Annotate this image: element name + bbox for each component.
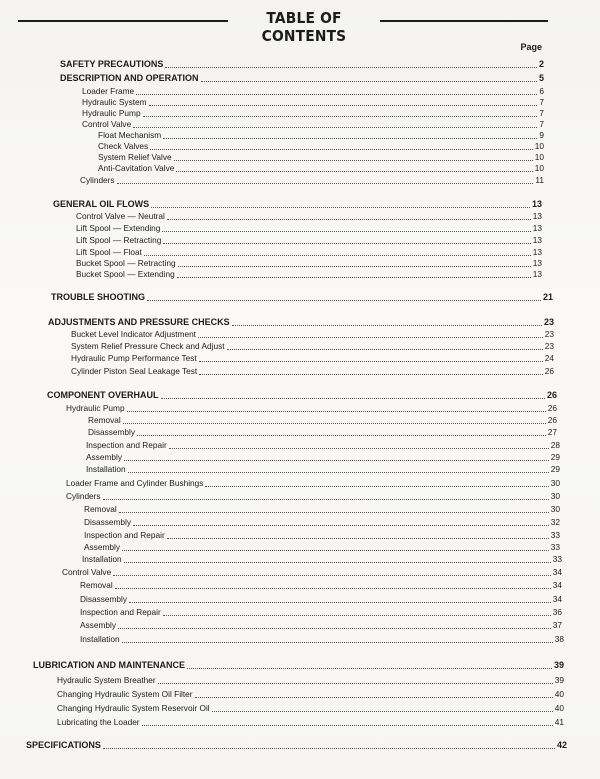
toc-entry-page: 26 [546,390,557,400]
toc-entry [76,269,542,280]
toc-section [47,390,557,401]
toc-entry-page: 34 [552,594,562,604]
dot-leader [117,182,534,184]
toc-entry-label: LUBRICATION AND MAINTENANCE [33,660,185,670]
toc-entry-page: 33 [552,554,562,564]
toc-entry [86,464,560,475]
toc-section [51,292,553,303]
toc-entry-page: 40 [554,703,564,713]
dot-leader [205,485,548,487]
toc-entry-page: 40 [554,689,564,699]
toc-entry-page: 36 [552,607,562,617]
toc-entry [62,567,562,578]
toc-entry-page: 26 [544,366,554,376]
toc-entry-page: 13 [532,258,542,268]
toc-section [26,740,567,751]
dot-leader [119,511,549,513]
toc-entry-label: Bucket Spool — Extending [76,269,175,279]
toc-entry [76,235,542,246]
toc-entry [80,580,562,591]
toc-entry-label: Anti-Cavitation Valve [98,163,175,173]
dot-leader [195,696,553,698]
dot-leader [133,524,549,526]
toc-entry-label: Bucket Spool — Retracting [76,258,176,268]
toc-entry-label: Hydraulic System Breather [57,675,156,685]
toc-entry-page: 23 [543,317,554,327]
toc-entry [82,86,544,97]
toc-entry-page: 11 [535,175,544,185]
toc-entry-label: COMPONENT OVERHAUL [47,390,159,400]
toc-entry [71,341,554,352]
toc-entry-page: 42 [556,740,567,750]
dot-leader [142,724,553,726]
toc-entry-label: TROUBLE SHOOTING [51,292,145,302]
toc-entry-page: 29 [550,452,560,462]
dot-leader [147,299,541,301]
toc-entry-page: 9 [539,130,544,140]
dot-leader [115,587,551,589]
toc-entry [66,478,560,489]
toc-section [48,317,554,328]
toc-entry-label: Installation [80,634,120,644]
toc-entry-label: ADJUSTMENTS AND PRESSURE CHECKS [48,317,230,327]
toc-entry-label: Loader Frame [82,86,135,96]
page-column-header: Page [520,42,542,52]
dot-leader [136,93,537,95]
dot-leader [199,373,543,375]
toc-entry [98,152,544,163]
toc-entry-page: 29 [550,464,560,474]
dot-leader [158,682,553,684]
toc-entry-page: 13 [532,235,542,245]
dot-leader [198,336,543,338]
dot-leader [151,206,530,208]
toc-entry-page: 23 [544,329,554,339]
toc-entry [84,542,560,553]
dot-leader [129,601,551,603]
toc-entry-page: 6 [539,86,544,96]
dot-leader [178,265,531,267]
toc-entry-label: Removal [84,504,117,514]
toc-entry-label: Changing Hydraulic System Reservoir Oil [57,703,210,713]
toc-entry [80,634,564,645]
toc-entry-page: 10 [534,163,544,173]
toc-entry [57,675,564,686]
toc-entry-label: Disassembly [84,517,132,527]
page-title: TABLE OF CONTENTS [261,9,347,45]
toc-entry-label: Lubricating the Loader [57,717,140,727]
toc-entry [71,353,554,364]
toc-entry [57,689,564,700]
toc-entry [82,554,562,565]
toc-entry [57,717,564,728]
toc-entry-label: Hydraulic Pump Performance Test [71,353,197,363]
dot-leader [167,537,549,539]
dot-leader [177,276,531,278]
toc-entry-label: Float Mechanism [98,130,162,140]
toc-entry-page: 34 [552,567,562,577]
dot-leader [161,397,545,399]
toc-entry-page: 10 [534,152,544,162]
dot-leader [163,614,551,616]
toc-entry-label: Loader Frame and Cylinder Bushings [66,478,204,488]
toc-entry-label: System Relief Pressure Check and Adjust [71,341,225,351]
dot-leader [124,561,551,563]
toc-entry-page: 13 [532,247,542,257]
toc-entry-page: 41 [554,717,564,727]
dot-leader [174,159,533,161]
dot-leader [118,627,551,629]
toc-entry-page: 34 [552,580,562,590]
toc-entry-label: Control Valve [62,567,112,577]
title-rule-right [380,20,548,22]
toc-entry-page: 33 [550,542,560,552]
dot-leader [187,667,552,669]
toc-entry [66,403,557,414]
dot-leader [163,242,530,244]
dot-leader [227,348,543,350]
toc-entry-page: 7 [539,119,544,129]
toc-entry-page: 5 [538,73,544,83]
toc-entry [86,440,560,451]
dot-leader [165,66,537,68]
toc-entry [76,258,542,269]
toc-entry [84,504,560,515]
toc-entry-label: Check Valves [98,141,149,151]
toc-entry-page: 30 [550,504,560,514]
toc-entry [82,97,544,108]
toc-entry-page: 30 [550,491,560,501]
toc-entry-page: 39 [554,675,564,685]
toc-entry [88,427,557,438]
toc-entry [57,703,564,714]
dot-leader [103,747,555,749]
toc-entry-page: 28 [550,440,560,450]
toc-entry-page: 37 [552,620,562,630]
toc-entry [98,130,544,141]
toc-entry-label: Assembly [84,542,120,552]
toc-entry-page: 30 [550,478,560,488]
toc-entry [80,594,562,605]
toc-entry [98,163,544,174]
toc-entry-label: GENERAL OIL FLOWS [53,199,150,209]
toc-entry-label: Bucket Level Indicator Adjustment [71,329,196,339]
toc-entry [98,141,544,152]
dot-leader [124,459,549,461]
dot-leader [144,254,531,256]
toc-entry [84,530,560,541]
toc-entry-page: 26 [547,415,557,425]
dot-leader [143,115,538,117]
toc-entry [76,223,542,234]
toc-entry-label: Cylinder Piston Seal Leakage Test [71,366,198,376]
toc-entry-page: 23 [544,341,554,351]
toc-entry-label: Inspection and Repair [86,440,167,450]
toc-entry-label: Hydraulic Pump [82,108,141,118]
toc-entry-label: Inspection and Repair [84,530,165,540]
toc-entry-label: System Relief Valve [98,152,172,162]
toc-entry-label: Removal [80,580,113,590]
toc-section [53,199,542,210]
toc-entry-label: Lift Spool — Extending [76,223,161,233]
toc-entry-page: 10 [534,141,544,151]
toc-entry-label: Cylinders [66,491,101,501]
toc-entry-label: SAFETY PRECAUTIONS [60,59,164,69]
toc-entry-page: 7 [539,108,544,118]
toc-entry-page: 2 [538,59,544,69]
dot-leader [128,471,549,473]
toc-entry-page: 13 [532,223,542,233]
dot-leader [150,148,533,150]
dot-leader [137,434,546,436]
toc-entry-label: Control Valve — Neutral [76,211,165,221]
toc-entry [66,491,560,502]
toc-entry-page: 13 [532,211,542,221]
toc-entry-page: 38 [554,634,564,644]
toc-entry [76,247,542,258]
toc-entry-page: 21 [542,292,553,302]
dot-leader [113,574,551,576]
toc-entry-label: Control Valve [82,119,132,129]
dot-leader [232,324,542,326]
toc-entry-label: Installation [82,554,122,564]
dot-leader [133,126,537,128]
dot-leader [167,218,531,220]
toc-entry-label: Lift Spool — Float [76,247,142,257]
toc-entry [71,329,554,340]
dot-leader [162,230,530,232]
dot-leader [176,170,532,172]
toc-entry-label: Changing Hydraulic System Oil Filter [57,689,193,699]
toc-entry-page: 13 [531,199,542,209]
dot-leader [201,80,537,82]
toc-entry [82,108,544,119]
toc-entry [88,415,557,426]
toc-entry-label: Assembly [86,452,122,462]
dot-leader [163,137,537,139]
toc-entry [82,119,544,130]
dot-leader [212,710,553,712]
toc-entry-label: Cylinders [80,175,115,185]
toc-entry-label: Removal [88,415,121,425]
toc-entry [76,211,542,222]
dot-leader [127,410,546,412]
toc-entry [86,452,560,463]
title-rule-left [18,20,228,22]
toc-entry-label: SPECIFICATIONS [26,740,101,750]
toc-entry [84,517,560,528]
dot-leader [122,549,549,551]
toc-entry-label: Lift Spool — Retracting [76,235,162,245]
toc-entry-page: 26 [547,403,557,413]
toc-entry-page: 13 [532,269,542,279]
toc-entry-label: DESCRIPTION AND OPERATION [60,73,199,83]
toc-entry [71,366,554,377]
dot-leader [149,104,538,106]
toc-entry-label: Hydraulic Pump [66,403,125,413]
dot-leader [199,360,543,362]
toc-section [60,59,544,70]
dot-leader [123,422,546,424]
toc-entry-page: 7 [539,97,544,107]
toc-entry [80,175,544,186]
toc-entry-label: Assembly [80,620,116,630]
toc-section [33,660,564,671]
toc-entry-label: Inspection and Repair [80,607,161,617]
toc-entry-label: Disassembly [88,427,136,437]
toc-section [60,73,544,84]
dot-leader [169,447,549,449]
dot-leader [103,498,549,500]
toc-entry [80,607,562,618]
toc-entry-page: 32 [550,517,560,527]
toc-entry-label: Disassembly [80,594,128,604]
toc-entry-page: 27 [547,427,557,437]
dot-leader [122,641,553,643]
toc-entry-page: 39 [553,660,564,670]
toc-entry [80,620,562,631]
toc-entry-page: 24 [544,353,554,363]
toc-entry-label: Installation [86,464,126,474]
toc-entry-label: Hydraulic System [82,97,147,107]
toc-entry-page: 33 [550,530,560,540]
